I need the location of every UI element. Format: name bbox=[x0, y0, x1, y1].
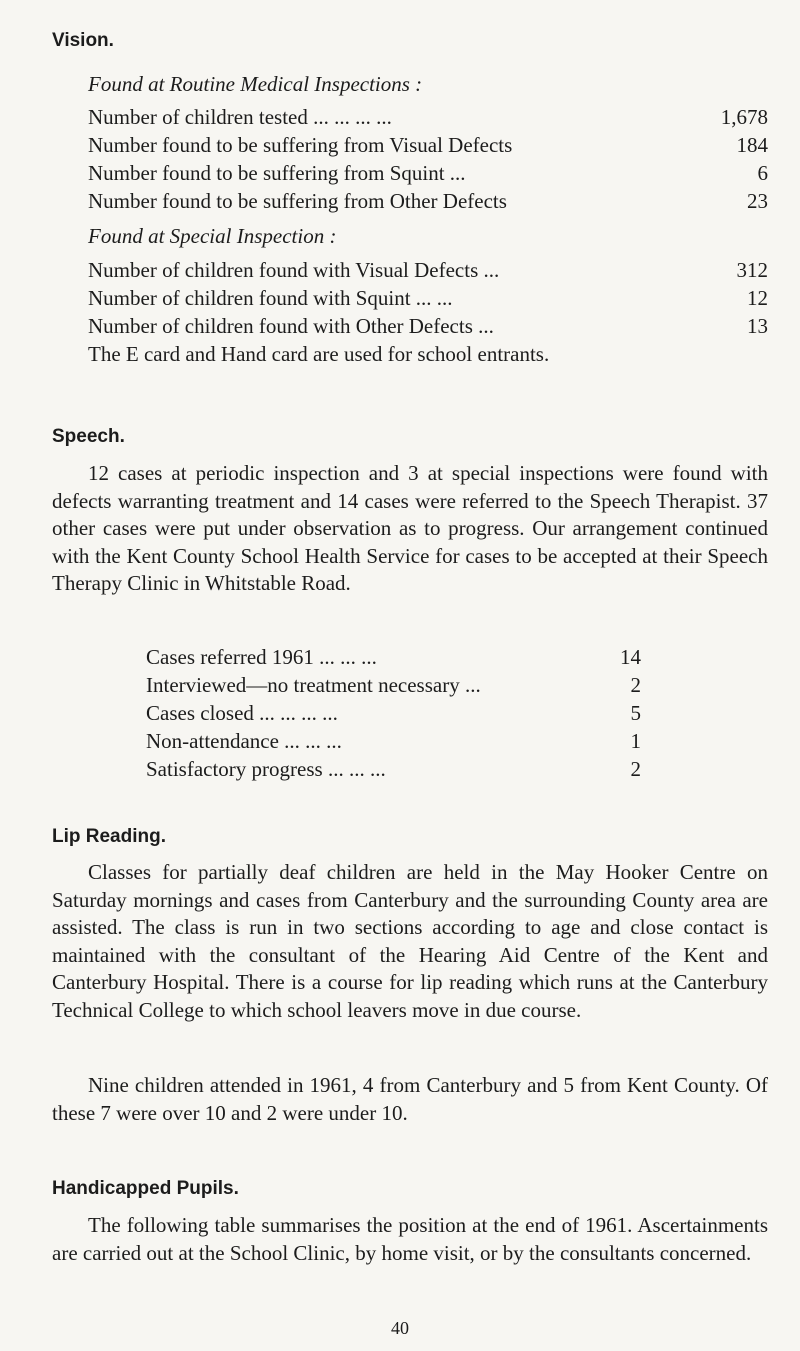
row-label: Number found to be suffering from Visual Defects bbox=[88, 133, 513, 157]
vision-note: The E card and Hand card are used for school entrants. bbox=[88, 342, 550, 366]
row-label: Number found to be suffering from Other Defects bbox=[88, 189, 507, 213]
speech-row-nonattendance bbox=[146, 727, 641, 755]
row-value: 2 bbox=[630, 757, 641, 781]
speech-row-closed bbox=[146, 699, 641, 727]
lip-reading-paragraph-2: Nine children attended in 1961, 4 from Canterbury and 5 from Kent County. Of these 7 were over 10 and 2 were under 10. bbox=[52, 1073, 768, 1125]
routine-row-visual bbox=[88, 131, 768, 159]
routine-row-tested bbox=[88, 103, 768, 131]
routine-row-other bbox=[88, 187, 768, 215]
row-value: 13 bbox=[747, 314, 768, 338]
row-value: 184 bbox=[736, 133, 768, 157]
row-label: Number found to be suffering from Squint ... bbox=[88, 161, 466, 185]
special-subheading: Found at Special Inspection : bbox=[88, 224, 337, 248]
row-label: Number of children found with Visual Defects ... bbox=[88, 258, 500, 282]
handicapped-heading: Handicapped Pupils. bbox=[52, 1178, 239, 1199]
speech-heading: Speech. bbox=[52, 426, 125, 447]
row-label: Interviewed—no treatment necessary ... bbox=[146, 673, 481, 697]
row-value: 12 bbox=[747, 286, 768, 310]
row-label: Number of children found with Squint ... ... bbox=[88, 286, 453, 310]
row-label: Non-attendance ... ... ... bbox=[146, 729, 342, 753]
row-value: 1,678 bbox=[720, 105, 768, 129]
special-row-other bbox=[88, 312, 768, 340]
row-label: Number of children tested ... ... ... ... bbox=[88, 105, 392, 129]
speech-row-referred bbox=[146, 643, 641, 671]
special-row-squint bbox=[88, 284, 768, 312]
routine-subheading: Found at Routine Medical Inspections : bbox=[88, 72, 423, 96]
row-label: Satisfactory progress ... ... ... bbox=[146, 757, 386, 781]
vision-heading: Vision. bbox=[52, 30, 114, 51]
row-label: Cases closed ... ... ... ... bbox=[146, 701, 338, 725]
row-value: 23 bbox=[747, 189, 768, 213]
row-value: 2 bbox=[630, 673, 641, 697]
routine-row-squint bbox=[88, 159, 768, 187]
row-value: 6 bbox=[757, 161, 768, 185]
row-value: 312 bbox=[736, 258, 768, 282]
speech-row-interviewed bbox=[146, 671, 641, 699]
row-value: 14 bbox=[620, 645, 641, 669]
speech-paragraph: 12 cases at periodic inspection and 3 at special inspections were found with defects warranting treatment and 14 cases were referred to the Speech Therapist. 37 other cases were put under observation as to progress. Our arrangement continued with the Kent County School Health Service for cases to be accepted at their Speech Therapy Clinic in Whitstable Road. bbox=[52, 461, 768, 595]
speech-row-progress bbox=[146, 755, 641, 783]
handicapped-paragraph: The following table summarises the position at the end of 1961. Ascertainments are carried out at the School Clinic, by home visit, or by the consultants concerned. bbox=[52, 1213, 768, 1265]
row-value: 5 bbox=[630, 701, 641, 725]
page-number: 40 bbox=[391, 1318, 409, 1338]
row-label: Number of children found with Other Defects ... bbox=[88, 314, 494, 338]
special-row-visual bbox=[88, 256, 768, 284]
lip-reading-paragraph-1: Classes for partially deaf children are held in the May Hooker Centre on Saturday mornings and cases from Canterbury and the surrounding County area are assisted. The class is run in two sections according to age and close contact is maintained with the consultant of the Hearing Aid Centre of the Kent and Canterbury Hospital. There is a course for lip reading which runs at the Canterbury Technical College to which school leavers move in due course. bbox=[52, 860, 768, 1022]
row-value: 1 bbox=[630, 729, 641, 753]
row-label: Cases referred 1961 ... ... ... bbox=[146, 645, 377, 669]
lip-reading-heading: Lip Reading. bbox=[52, 826, 166, 847]
